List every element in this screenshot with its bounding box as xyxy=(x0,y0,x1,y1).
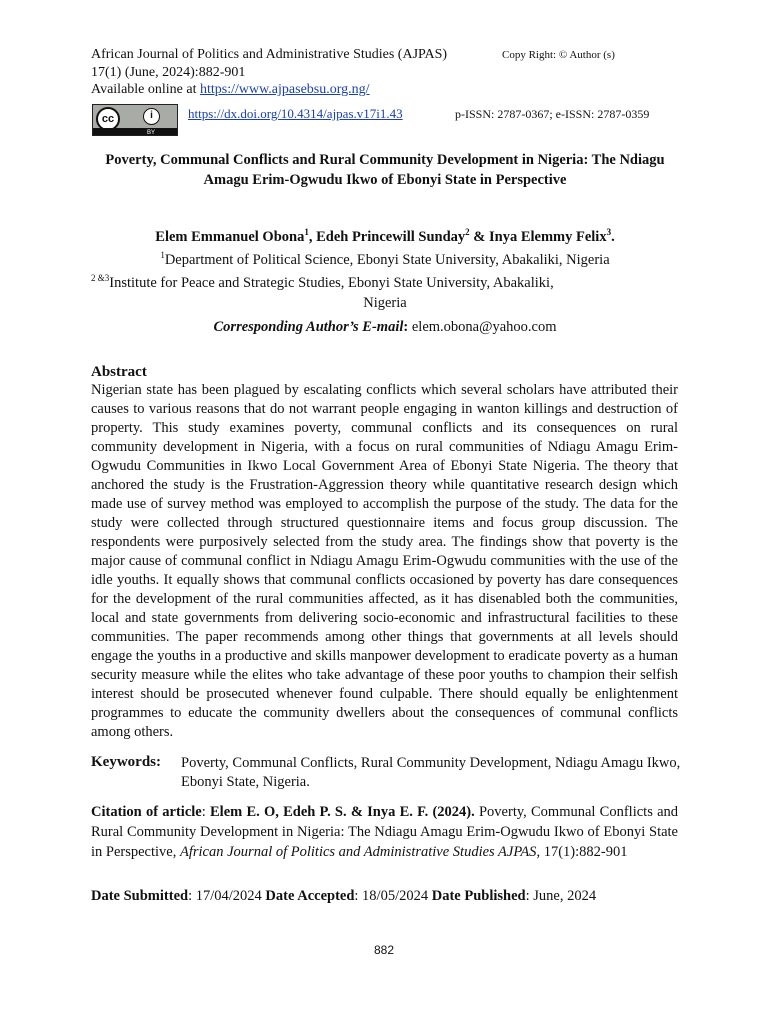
cc-by-label: BY xyxy=(146,130,155,136)
availability-line xyxy=(91,81,370,98)
creative-commons-by-icon xyxy=(92,104,178,136)
volume-info: 17(1) (June, 2024):882-901 xyxy=(91,65,246,80)
cc-circle-icon: cc xyxy=(96,107,120,131)
email-address: elem.obona@yahoo.com xyxy=(411,319,557,335)
journal-name: African Journal of Politics and Administrative Studies (AJPAS) xyxy=(91,47,448,62)
page-number: 882 xyxy=(373,943,395,957)
article-title: Poverty, Communal Conflicts and Rural Community Development in Nigeria: The Ndiagu Amagu Erim-Ogwudu Ikwo of Ebonyi State in Perspective xyxy=(105,152,665,188)
keywords-label: Keywords: xyxy=(91,754,161,770)
journal-website-link[interactable]: https://www.ajpasebsu.org.ng/ xyxy=(199,82,370,97)
copyright-notice: Copy Right: © Author (s) xyxy=(502,49,615,61)
author-list: Elem Emmanuel Obona$^1$, Edeh Princewill Sunday$^2$ & Inya Elemmy Felix$^3$. xyxy=(155,227,615,245)
corresponding-email: Corresponding Author’s E-mail: elem.obona@yahoo.com xyxy=(213,319,557,335)
article-dates: Date Submitted: 17/04/2024 Date Accepted: 18/05/2024 Date Published: June, 2024 xyxy=(91,888,597,904)
affiliation-2-country: Nigeria xyxy=(363,295,407,311)
affiliation-1: $^1$Department of Political Science, Ebonyi State University, Abakaliki, Nigeria xyxy=(160,250,610,268)
author-3: Inya Elemmy Felix xyxy=(488,229,607,245)
abstract-text: Nigerian state has been plagued by escalating conflicts which several scholars have attributed their causes to various reasons that do not warrant people engaging in wanton killings and destruction of property. This study examines poverty, communal conflicts and its consequences on rural community development in Nigeria, with a focus on rural communities of Ndiagu Amagu Erim-Ogwudu Communities in Ikwo Local Government Area of Ebonyi State Nigeria. The theory that anchored the study is the Frustration-Aggression theory while quantitative research design which made use of survey method was employed to accomplish the purpose of the study. The data for the study were collected through structured questionnaire items and focus group discussion. The respondents were purposively selected from the study area. The findings show that poverty is the major cause of communal conflict in Ndiagu Amagu Erim-Ogwudu communities with the use of the idle youths. It equally shows that communal conflicts occasioned by poverty has dare consequences for the development of the rural communities affected, as it has disenabled both the communities, local and state governments from delivering socio-economic and infrastructural facilities to these communities. The paper recommends among other things that governments at all levels should engage the youths in a productive and skills manpower development to eradicate poverty as a human security measure while the elites who take advantage of these poor youths to champion their selfish interest should be prosecuted whenever found culpable. There should equally be enlightenment programmes to educate the community dwellers about the consequences of communal conflicts among others. xyxy=(91,382,678,740)
person-icon: i xyxy=(143,108,160,125)
issn-info: p-ISSN: 2787-0367; e-ISSN: 2787-0359 xyxy=(455,107,650,121)
abstract-heading: Abstract xyxy=(91,364,147,380)
author-2: Edeh Princewill Sunday xyxy=(316,229,466,245)
available-prefix: Available online at xyxy=(91,82,200,97)
author-1: Elem Emmanuel Obona xyxy=(155,229,305,245)
affiliation-2: $^{2 \&3}$Institute for Peace and Strategic Studies, Ebonyi State University, Abakaliki, xyxy=(91,273,554,291)
doi-link[interactable]: https://dx.doi.org/10.4314/ajpas.v17i1.43 xyxy=(188,106,403,121)
keywords-text: Poverty, Communal Conflicts, Rural Community Development, Ndiagu Amagu Ikwo, Ebonyi State, Nigeria. xyxy=(181,755,681,790)
citation: Citation of article: Elem E. O, Edeh P. S. & Inya E. F. (2024). Poverty, Communal Conflicts and Rural Community Development in Nigeria: The Ndiagu Amagu Erim-Ogwudu Ikwo of Ebonyi State in Perspective, African Journal of Politics and Administrative Studies AJPAS, 17(1):882-901 xyxy=(91,804,678,860)
